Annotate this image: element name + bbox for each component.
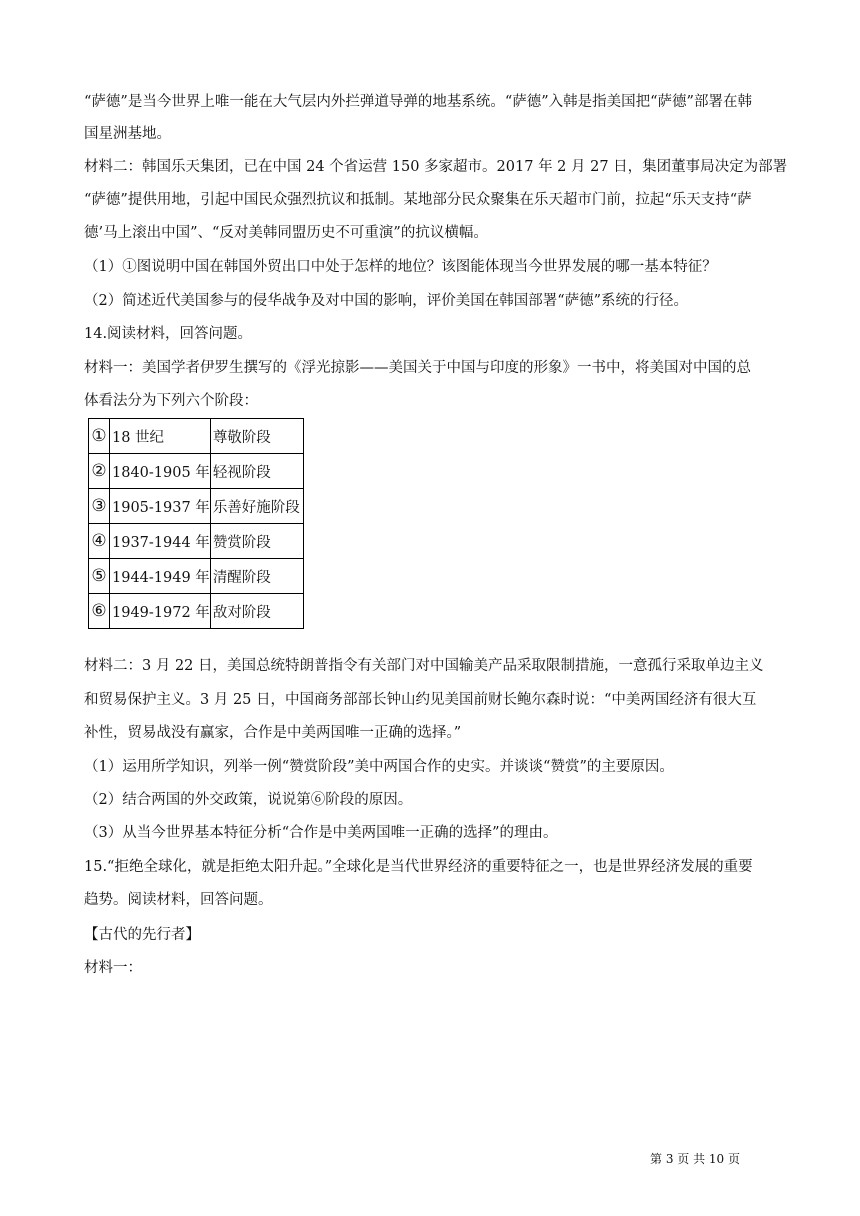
question-line: （2）简述近代美国参与的侵华战争及对中国的影响，评价美国在韩国部署“萨德”系统的行径。	[84, 293, 689, 309]
question-line: （1）运用所学知识，列举一例“赞赏阶段”美中两国合作的史实。并谈谈“赞赏”的主要原因。	[84, 759, 674, 775]
stage-period: 1840-1905 年	[110, 454, 211, 489]
question-line: （1）①图说明中国在韩国外贸出口中处于怎样的地位？该图能体现当今世界发展的哪一基本特征？	[84, 259, 717, 275]
table-row	[89, 489, 304, 524]
stages-table	[88, 418, 304, 629]
text-line: 德’马上滚出中国”、“反对美韩同盟历史不可重演”的抗议横幅。	[84, 225, 488, 241]
question-heading: 15.“拒绝全球化，就是拒绝太阳升起。”全球化是当代世界经济的重要特征之一，也是世界经济发展的重要	[84, 859, 753, 875]
text-line: 国星洲基地。	[84, 126, 171, 142]
section-heading: 【古代的先行者】	[84, 927, 200, 943]
text-line: 趋势。阅读材料，回答问题。	[84, 892, 273, 908]
table-row	[89, 419, 304, 454]
page-footer: 第 3 页 共 10 页	[650, 1152, 740, 1166]
question-line: （3）从当今世界基本特征分析“合作是中美两国唯一正确的选择”的理由。	[84, 825, 558, 841]
text-line: 补性，贸易战没有赢家，合作是中美两国唯一正确的选择。”	[84, 725, 462, 741]
table-row	[89, 524, 304, 559]
text-line: 材料一：	[84, 960, 142, 976]
question-heading: 14.阅读材料，回答问题。	[84, 326, 253, 342]
text-line: 体看法分为下列六个阶段：	[84, 393, 258, 409]
stage-period: 1905-1937 年	[110, 489, 211, 524]
text-line: “萨德”提供用地，引起中国民众强烈抗议和抵制。某地部分民众聚集在乐天超市门前，拉起“乐天支持“萨	[84, 192, 752, 208]
stage-number: ⑤	[89, 559, 110, 594]
question-line: （2）结合两国的外交政策，说说第⑥阶段的原因。	[84, 792, 413, 808]
stage-period: 1937-1944 年	[110, 524, 211, 559]
text-line: “萨德”是当今世界上唯一能在大气层内外拦弹道导弹的地基系统。“萨德”入韩是指美国把“萨德”部署在韩	[84, 94, 752, 110]
stage-name: 赞赏阶段	[210, 524, 303, 559]
stage-number: ①	[89, 419, 110, 454]
table-row	[89, 454, 304, 489]
text-line: 材料一：美国学者伊罗生撰写的《浮光掠影——美国关于中国与印度的形象》一书中，将美国对中国的总	[84, 360, 751, 376]
stage-number: ④	[89, 524, 110, 559]
stage-period: 18 世纪	[110, 419, 211, 454]
stage-name: 清醒阶段	[210, 559, 303, 594]
stage-name: 敌对阶段	[210, 594, 303, 629]
text-line: 材料二：3 月 22 日，美国总统特朗普指令有关部门对中国输美产品采取限制措施，一意孤行采取单边主义	[84, 658, 764, 674]
table-row	[89, 559, 304, 594]
stage-number: ②	[89, 454, 110, 489]
stage-period: 1949-1972 年	[110, 594, 211, 629]
table-row	[89, 594, 304, 629]
stage-name: 乐善好施阶段	[210, 489, 303, 524]
stage-number: ⑥	[89, 594, 110, 629]
stage-period: 1944-1949 年	[110, 559, 211, 594]
stage-name: 轻视阶段	[210, 454, 303, 489]
text-line: 和贸易保护主义。3 月 25 日，中国商务部部长钟山约见美国前财长鲍尔森时说：“中美两国经济有很大互	[84, 692, 757, 708]
text-line: 材料二：韩国乐天集团，已在中国 24 个省运营 150 多家超市。2017 年 2 月 27 日，集团董事局决定为部署	[84, 159, 788, 175]
stage-name: 尊敬阶段	[210, 419, 303, 454]
stage-number: ③	[89, 489, 110, 524]
